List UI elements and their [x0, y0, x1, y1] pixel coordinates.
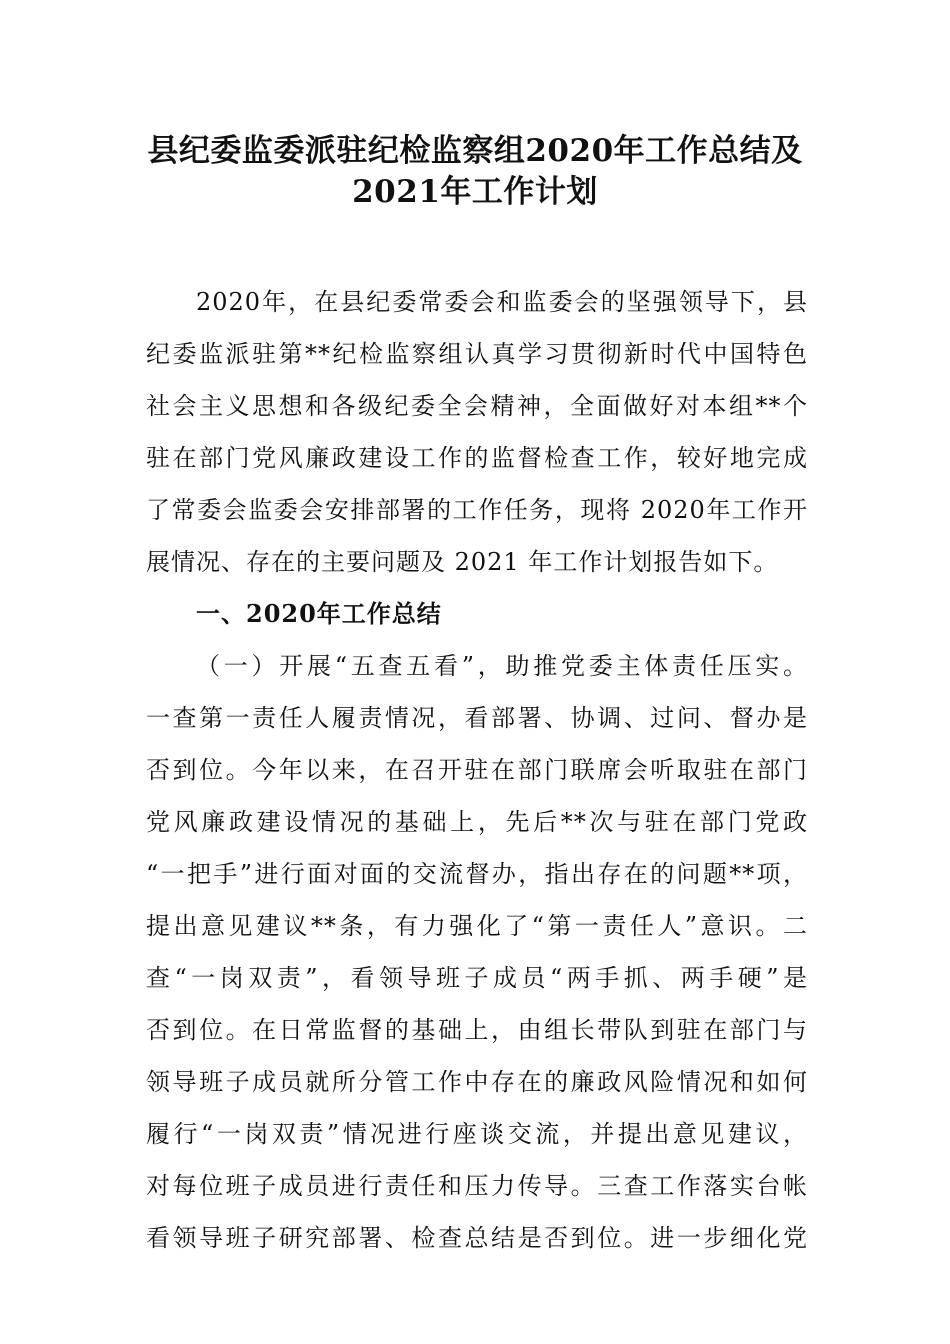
intro-line: 展情况、存在的主要问题及 2021 年工作计划报告如下。 [146, 548, 779, 576]
body-line: 否到位。今年以来，在召开驻在部门联席会听取驻在部门 [146, 756, 808, 784]
document-title-line-1: 县纪委监委派驻纪检监察组2020年工作总结及 [147, 133, 803, 169]
body-line: 否到位。在日常监督的基础上，由组长带队到驻在部门与 [146, 1016, 808, 1044]
body-line: 一查第一责任人履责情况，看部署、协调、过问、督办是 [146, 704, 808, 732]
section-heading: 一、2020年工作总结 [196, 599, 442, 628]
intro-line: 驻在部门党风廉政建设工作的监督检查工作，较好地完成 [146, 444, 808, 472]
body-line: 党风廉政建设情况的基础上，先后**次与驻在部门党政 [146, 808, 808, 836]
body-line: 看领导班子研究部署、检查总结是否到位。进一步细化党 [146, 1224, 808, 1252]
body-line: “一把手”进行面对面的交流督办，指出存在的问题**项， [146, 860, 808, 888]
body-line: 领导班子成员就所分管工作中存在的廉政风险情况和如何 [146, 1068, 808, 1096]
intro-line: 社会主义思想和各级纪委全会精神，全面做好对本组**个 [146, 392, 808, 420]
body-line: 查“一岗双责”，看领导班子成员“两手抓、两手硬”是 [146, 964, 808, 992]
intro-line: 了常委会监委会安排部署的工作任务，现将 2020年工作开 [146, 496, 808, 524]
body-line: （一）开展“五查五看”，助推党委主体责任压实。 [196, 652, 808, 680]
intro-line: 2020年，在县纪委常委会和监委会的坚强领导下，县 [196, 288, 808, 316]
body-line: 提出意见建议**条，有力强化了“第一责任人”意识。二 [146, 912, 808, 940]
body-line: 对每位班子成员进行责任和压力传导。三查工作落实台帐 [146, 1172, 808, 1200]
intro-line: 纪委监派驻第**纪检监察组认真学习贯彻新时代中国特色 [146, 340, 808, 368]
document-title-line-2: 2021年工作计划 [352, 174, 598, 210]
body-line: 履行“一岗双责”情况进行座谈交流，并提出意见建议， [146, 1120, 808, 1148]
